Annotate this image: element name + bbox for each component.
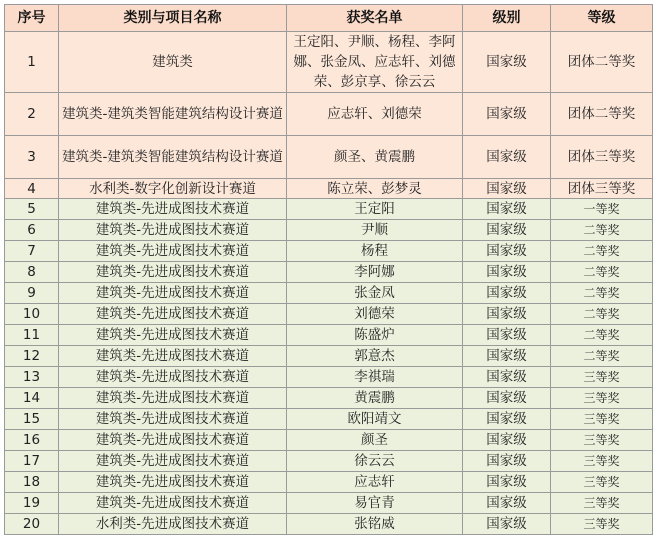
header-category: 类别与项目名称 — [59, 5, 287, 32]
cell-level: 国家级 — [463, 367, 551, 388]
table-row — [5, 472, 653, 493]
cell-category: 建筑类-先进成图技术赛道 — [59, 472, 287, 493]
table-row — [5, 241, 653, 262]
cell-winners: 刘德荣 — [287, 304, 463, 325]
cell-level: 国家级 — [463, 514, 551, 535]
cell-category: 建筑类-先进成图技术赛道 — [59, 199, 287, 220]
cell-grade: 二等奖 — [551, 304, 653, 325]
cell-category: 建筑类-先进成图技术赛道 — [59, 262, 287, 283]
cell-category: 建筑类-先进成图技术赛道 — [59, 346, 287, 367]
cell-level: 国家级 — [463, 199, 551, 220]
cell-no: 15 — [5, 409, 59, 430]
cell-no: 6 — [5, 220, 59, 241]
cell-category: 水利类-数字化创新设计赛道 — [59, 179, 287, 199]
cell-grade: 三等奖 — [551, 430, 653, 451]
cell-category: 建筑类-先进成图技术赛道 — [59, 409, 287, 430]
table-row — [5, 346, 653, 367]
cell-winners: 张铭威 — [287, 514, 463, 535]
cell-level: 国家级 — [463, 136, 551, 179]
header-row — [5, 5, 653, 32]
cell-level: 国家级 — [463, 472, 551, 493]
cell-category: 建筑类-先进成图技术赛道 — [59, 388, 287, 409]
table-body — [5, 32, 653, 535]
cell-no: 5 — [5, 199, 59, 220]
cell-category: 建筑类-先进成图技术赛道 — [59, 493, 287, 514]
table-row — [5, 388, 653, 409]
cell-grade: 二等奖 — [551, 325, 653, 346]
cell-level: 国家级 — [463, 241, 551, 262]
cell-no: 8 — [5, 262, 59, 283]
cell-no: 3 — [5, 136, 59, 179]
cell-category: 建筑类-建筑类智能建筑结构设计赛道 — [59, 93, 287, 136]
cell-grade: 三等奖 — [551, 388, 653, 409]
cell-no: 2 — [5, 93, 59, 136]
cell-no: 17 — [5, 451, 59, 472]
cell-no: 1 — [5, 32, 59, 93]
cell-grade: 二等奖 — [551, 220, 653, 241]
table-row — [5, 199, 653, 220]
cell-level: 国家级 — [463, 325, 551, 346]
cell-grade: 三等奖 — [551, 409, 653, 430]
cell-grade: 三等奖 — [551, 451, 653, 472]
cell-level: 国家级 — [463, 409, 551, 430]
cell-category: 建筑类-先进成图技术赛道 — [59, 304, 287, 325]
cell-level: 国家级 — [463, 179, 551, 199]
cell-category: 建筑类-先进成图技术赛道 — [59, 283, 287, 304]
table-row — [5, 304, 653, 325]
cell-grade: 团体二等奖 — [551, 93, 653, 136]
cell-no: 7 — [5, 241, 59, 262]
cell-winners: 欧阳靖文 — [287, 409, 463, 430]
cell-winners: 应志轩 — [287, 472, 463, 493]
cell-no: 13 — [5, 367, 59, 388]
awards-table — [4, 4, 653, 535]
cell-category: 建筑类-先进成图技术赛道 — [59, 430, 287, 451]
table-row — [5, 367, 653, 388]
cell-winners: 陈立荣、彭梦灵 — [287, 179, 463, 199]
cell-grade: 团体二等奖 — [551, 32, 653, 93]
cell-winners: 应志轩、刘德荣 — [287, 93, 463, 136]
cell-level: 国家级 — [463, 346, 551, 367]
cell-grade: 二等奖 — [551, 241, 653, 262]
table-row — [5, 430, 653, 451]
table-row — [5, 220, 653, 241]
cell-no: 14 — [5, 388, 59, 409]
cell-level: 国家级 — [463, 451, 551, 472]
cell-level: 国家级 — [463, 493, 551, 514]
table-row — [5, 493, 653, 514]
cell-grade: 团体三等奖 — [551, 136, 653, 179]
cell-grade: 二等奖 — [551, 262, 653, 283]
cell-winners: 杨程 — [287, 241, 463, 262]
cell-winners: 徐云云 — [287, 451, 463, 472]
cell-level: 国家级 — [463, 93, 551, 136]
cell-level: 国家级 — [463, 32, 551, 93]
cell-winners: 颜圣 — [287, 430, 463, 451]
table-row — [5, 283, 653, 304]
table-row — [5, 93, 653, 136]
table-row — [5, 32, 653, 93]
cell-no: 20 — [5, 514, 59, 535]
header-grade: 等级 — [551, 5, 653, 32]
cell-grade: 二等奖 — [551, 283, 653, 304]
table-row — [5, 514, 653, 535]
cell-winners: 颜圣、黄震鹏 — [287, 136, 463, 179]
cell-level: 国家级 — [463, 304, 551, 325]
cell-winners: 王定阳、尹顺、杨程、李阿娜、张金凤、应志轩、刘德荣、彭京享、徐云云 — [287, 32, 463, 93]
cell-winners: 李祺瑞 — [287, 367, 463, 388]
table-row — [5, 262, 653, 283]
cell-winners: 王定阳 — [287, 199, 463, 220]
cell-no: 16 — [5, 430, 59, 451]
cell-grade: 三等奖 — [551, 514, 653, 535]
cell-grade: 一等奖 — [551, 199, 653, 220]
cell-winners: 郭意杰 — [287, 346, 463, 367]
header-winners: 获奖名单 — [287, 5, 463, 32]
cell-level: 国家级 — [463, 220, 551, 241]
table-row — [5, 179, 653, 199]
table-row — [5, 136, 653, 179]
cell-no: 12 — [5, 346, 59, 367]
cell-winners: 易官青 — [287, 493, 463, 514]
table-row — [5, 409, 653, 430]
cell-category: 建筑类-建筑类智能建筑结构设计赛道 — [59, 136, 287, 179]
cell-no: 19 — [5, 493, 59, 514]
cell-no: 9 — [5, 283, 59, 304]
cell-winners: 尹顺 — [287, 220, 463, 241]
cell-winners: 陈盛炉 — [287, 325, 463, 346]
cell-grade: 二等奖 — [551, 346, 653, 367]
cell-level: 国家级 — [463, 262, 551, 283]
cell-no: 4 — [5, 179, 59, 199]
cell-grade: 三等奖 — [551, 472, 653, 493]
cell-category: 建筑类-先进成图技术赛道 — [59, 367, 287, 388]
cell-level: 国家级 — [463, 388, 551, 409]
cell-winners: 张金凤 — [287, 283, 463, 304]
cell-winners: 李阿娜 — [287, 262, 463, 283]
table-row — [5, 451, 653, 472]
header-level: 级别 — [463, 5, 551, 32]
cell-grade: 三等奖 — [551, 493, 653, 514]
cell-no: 11 — [5, 325, 59, 346]
table-row — [5, 325, 653, 346]
cell-category: 建筑类-先进成图技术赛道 — [59, 325, 287, 346]
cell-category: 水利类-先进成图技术赛道 — [59, 514, 287, 535]
cell-category: 建筑类-先进成图技术赛道 — [59, 451, 287, 472]
header-no: 序号 — [5, 5, 59, 32]
cell-level: 国家级 — [463, 283, 551, 304]
cell-category: 建筑类-先进成图技术赛道 — [59, 241, 287, 262]
cell-no: 18 — [5, 472, 59, 493]
cell-grade: 三等奖 — [551, 367, 653, 388]
cell-category: 建筑类-先进成图技术赛道 — [59, 220, 287, 241]
cell-grade: 团体三等奖 — [551, 179, 653, 199]
cell-winners: 黄震鹏 — [287, 388, 463, 409]
cell-no: 10 — [5, 304, 59, 325]
cell-level: 国家级 — [463, 430, 551, 451]
cell-category: 建筑类 — [59, 32, 287, 93]
